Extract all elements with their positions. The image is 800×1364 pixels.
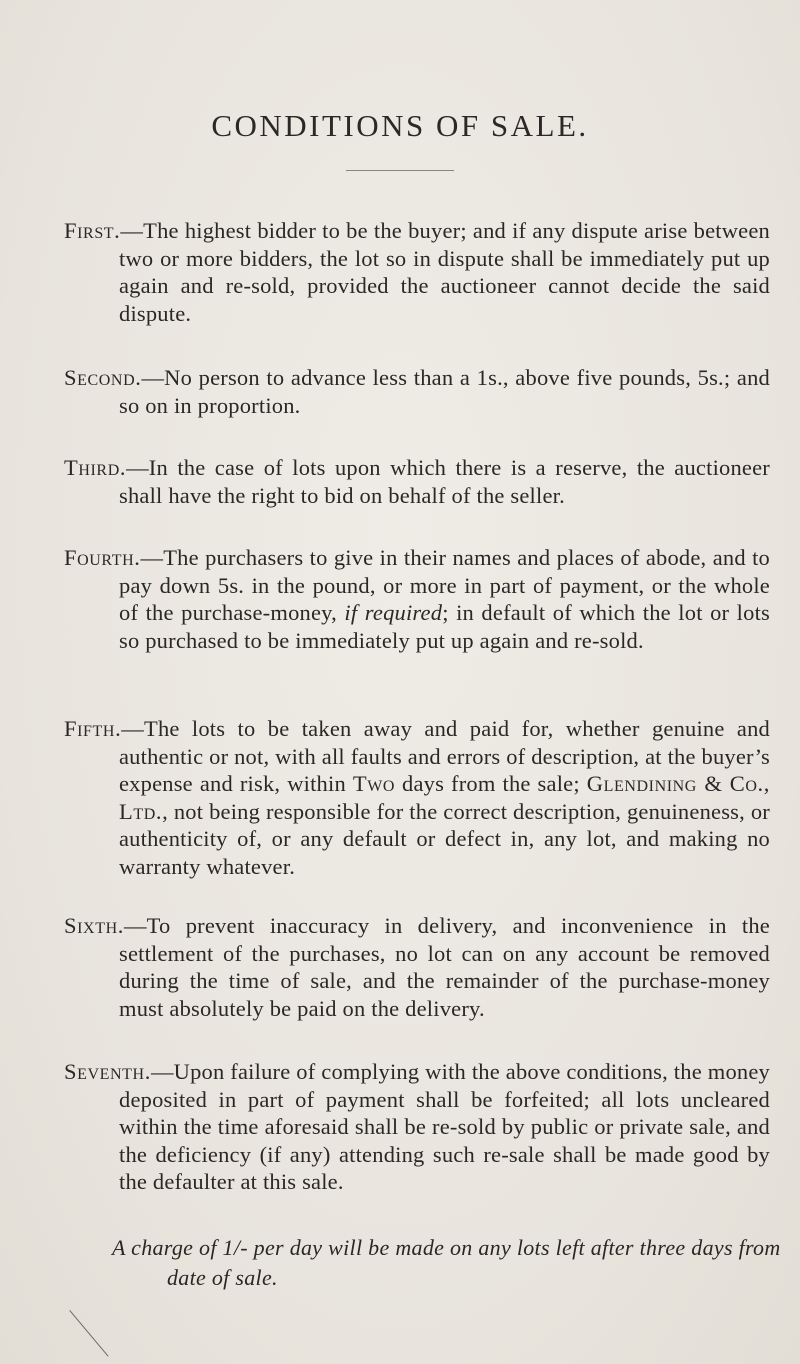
clause-fifth-two: Two (352, 771, 396, 796)
page-title: CONDITIONS OF SALE. (211, 108, 589, 143)
clause-first-lead: First. (64, 218, 121, 243)
clause-fourth-lead: Fourth. (64, 545, 141, 570)
clause-second-text: —No person to advance less than a 1s., above five pounds, 5s.; and so on in proportion. (119, 365, 770, 418)
clause-second-lead: Second. (64, 365, 142, 390)
clause-third-lead: Third. (64, 455, 127, 480)
clause-fourth (64, 544, 770, 654)
clause-fifth (64, 715, 770, 880)
clause-fifth-lead: Fifth. (64, 716, 122, 741)
clause-seventh (64, 1058, 770, 1196)
clause-third-text: —In the case of lots upon which there is a reserve, the auctioneer shall have the right to bid on behalf of the seller. (119, 455, 770, 508)
title-underline-divider (346, 170, 454, 171)
clause-seventh-text: —Upon failure of complying with the above conditions, the money deposited in part of payment shall be forfeited; all lots uncleared within the time aforesaid shall be re-sold by public or private sale, and the deficiency (if any) attending such re-sale shall be made good by the defaulter at this sale. (119, 1059, 770, 1194)
clause-first (64, 217, 770, 327)
clause-first-text: —The highest bidder to be the buyer; and if any dispute arise between two or more bidders, the lot so in dispute shall be immediately put up again and re-sold, provided the auctioneer cannot decide the said dispute. (119, 218, 770, 326)
clause-seventh-lead: Seventh. (64, 1059, 151, 1084)
clause-sixth-text: —To prevent inaccuracy in delivery, and inconvenience in the settlement of the purchases, no lot can on any account be removed during the time of sale, and the remainder of the purchase-money must absolutely be paid on the delivery. (119, 913, 770, 1021)
clause-fourth-text-after: ; in default of which the lot or lots so purchased to be immediately put up again and re-sold. (119, 600, 770, 653)
corner-mark-line (69, 1310, 108, 1357)
clause-fifth-company: Glendining & Co., Ltd. (119, 771, 770, 824)
clause-fifth-text-after: , not being responsible for the correct description, genuineness, or authenticity of, or any default or defect in, any lot, and making no warranty whatever. (119, 798, 770, 879)
clause-fourth-text-italic: if required (344, 600, 443, 625)
clause-sixth (64, 912, 770, 1022)
clause-fifth-text-before: —The lots to be taken away and paid for, whether genuine and authentic or not, with all faults and errors of description, at the buyer’s expense and risk, within (119, 716, 770, 796)
clause-fourth-text-before: —The purchasers to give in their names and places of abode, and to pay down 5s. in the pound, or more in part of payment, or the whole of the purchase-money, (119, 545, 770, 625)
clause-third (64, 454, 770, 509)
clause-fifth-text-middle: days from the sale; (395, 771, 587, 796)
clause-second (64, 364, 770, 419)
clause-sixth-lead: Sixth. (64, 913, 124, 938)
storage-charge-footnote: A charge of 1/- per day will be made on any lots left after three days from date of sale. (112, 1235, 781, 1290)
